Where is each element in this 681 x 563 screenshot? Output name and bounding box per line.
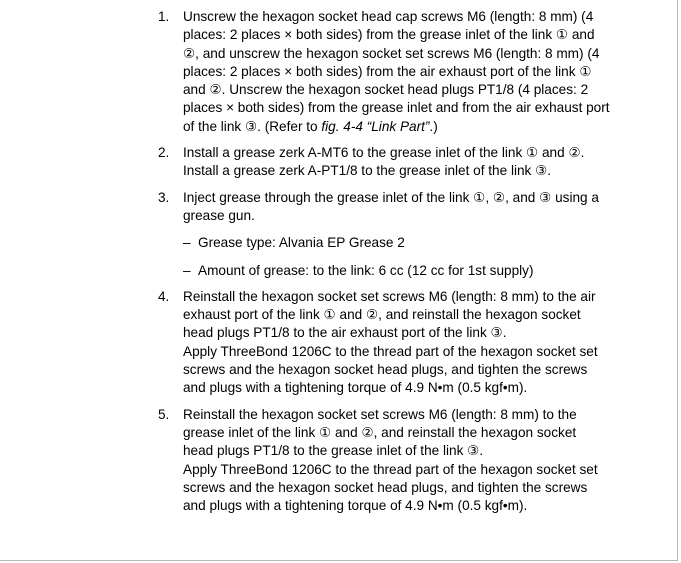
step-text-fragment: of the link ③. (Refer to: [183, 118, 322, 134]
step-1: [154, 8, 666, 136]
sub-item-text: Grease type: Alvania EP Grease 2: [198, 235, 405, 251]
dash-bullet: –: [183, 262, 191, 278]
step-text-line: screws and the hexagon socket head plugs, and tighten the screws: [183, 479, 588, 495]
step-text-line: Apply ThreeBond 1206C to the thread part of the hexagon socket set: [183, 343, 598, 359]
sub-item-text: Amount of grease: to the link: 6 cc (12 cc for 1st supply): [198, 262, 534, 278]
step-text-line: exhaust port of the link ① and ②, and reinstall the hexagon socket: [183, 307, 581, 323]
step-text-line: head plugs PT1/8 to the grease inlet of the link ③.: [183, 443, 484, 459]
step-text-line: grease gun.: [183, 207, 255, 223]
dash-bullet: –: [183, 235, 191, 251]
step-number: 1.: [158, 9, 170, 24]
sub-item-grease-amount: [183, 262, 666, 280]
step-number: 5.: [158, 406, 170, 422]
step-4: [154, 288, 666, 398]
step-text-line: Inject grease through the grease inlet of the link ①, ②, and ③ using a: [183, 189, 599, 205]
step-number: 4.: [158, 288, 170, 304]
step-text-line: Install a grease zerk A-PT1/8 to the grease inlet of the link ③.: [183, 163, 552, 179]
step-text-line: screws and the hexagon socket head plugs, and tighten the screws: [183, 362, 588, 378]
step-text-line: and plugs with a tightening torque of 4.9 N•m (0.5 kgf•m).: [183, 498, 528, 514]
step-2: [154, 144, 666, 181]
step-text-line: Reinstall the hexagon socket set screws M6 (length: 8 mm) to the air: [183, 288, 596, 304]
step-text-line: head plugs PT1/8 to the air exhaust port of the link ③.: [183, 325, 507, 341]
procedure-list: [154, 8, 666, 523]
step-text-line: Unscrew the hexagon socket head cap screws M6 (length: 8 mm) (4: [183, 9, 594, 24]
step-text-line: grease inlet of the link ① and ②, and reinstall the hexagon socket: [183, 424, 577, 440]
step-text-line: [183, 118, 666, 136]
step-text-line: and plugs with a tightening torque of 4.9 N•m (0.5 kgf•m).: [183, 380, 528, 396]
step-text-fragment: .): [429, 118, 438, 134]
step-number: 3.: [158, 189, 170, 205]
figure-reference: fig. 4-4 “Link Part”: [321, 118, 430, 134]
step-text-line: and ②. Unscrew the hexagon socket head plugs PT1/8 (4 places: 2: [183, 82, 589, 98]
step-text-line: Reinstall the hexagon socket set screws M6 (length: 8 mm) to the: [183, 406, 577, 422]
step-text-line: places: 2 places × both sides) from the air exhaust port of the link ①: [183, 63, 592, 79]
step-5: [154, 406, 666, 516]
step-text-line: ②, and unscrew the hexagon socket set screws M6 (length: 8 mm) (4: [183, 45, 600, 61]
sub-item-grease-type: [183, 234, 666, 252]
step-number: 2.: [158, 145, 170, 161]
step-text-line: places × both sides) from the grease inlet and from the air exhaust port: [183, 100, 610, 116]
step-text-line: Apply ThreeBond 1206C to the thread part of the hexagon socket set: [183, 461, 598, 477]
step-3: [154, 189, 666, 280]
step-text-line: places: 2 places × both sides) from the grease inlet of the link ① and: [183, 27, 595, 43]
step-text-line: Install a grease zerk A-MT6 to the grease inlet of the link ① and ②.: [183, 145, 585, 161]
